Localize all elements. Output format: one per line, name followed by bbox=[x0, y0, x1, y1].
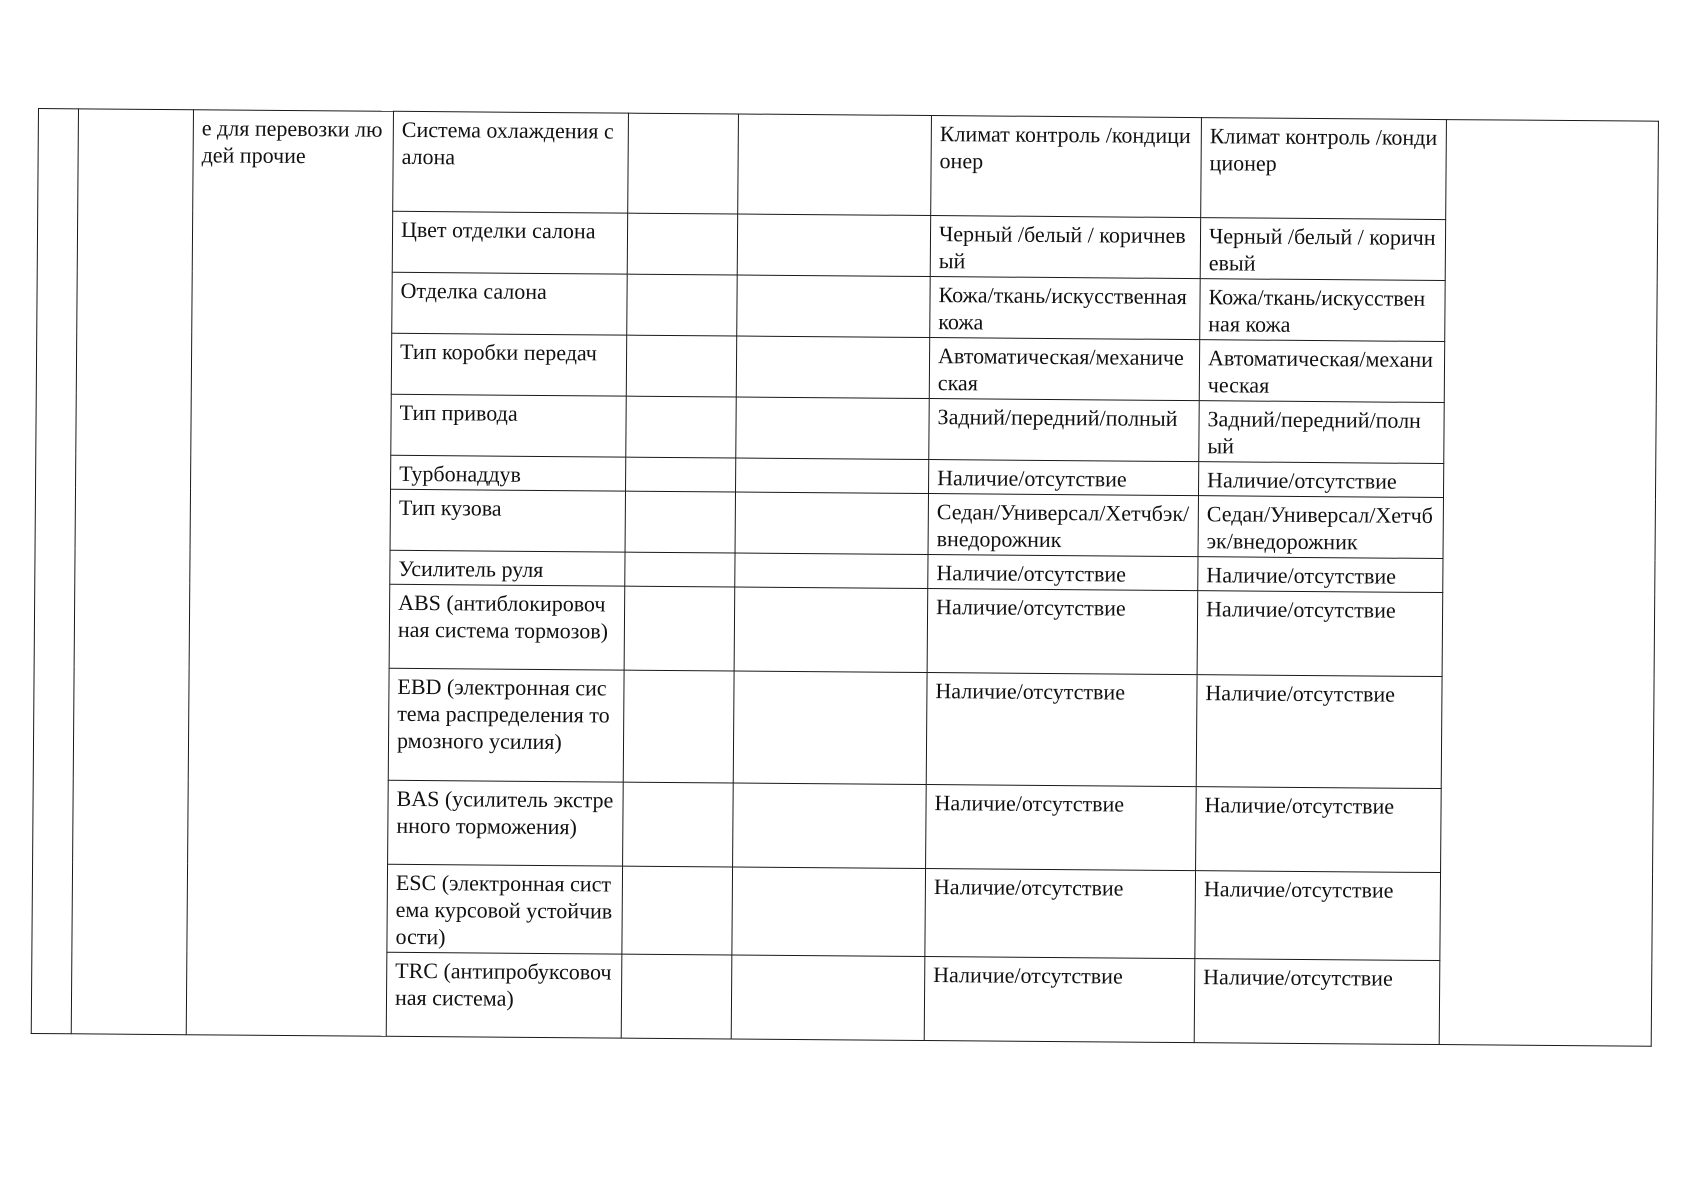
empty-cell bbox=[735, 553, 928, 589]
param-cell: Турбонаддув bbox=[391, 455, 626, 491]
value-a-cell: Автоматическая/механическая bbox=[929, 338, 1199, 401]
value-b-cell: Наличие/отсутствие bbox=[1198, 462, 1443, 498]
table-sheet bbox=[31, 108, 1658, 1047]
value-b-cell: Наличие/отсутствие bbox=[1195, 871, 1441, 961]
value-b-cell: Задний/передний/полный bbox=[1199, 401, 1444, 464]
value-b-cell: Наличие/отсутствие bbox=[1198, 557, 1443, 593]
value-a-cell: Наличие/отсутствие bbox=[928, 460, 1198, 496]
empty-cell bbox=[735, 492, 928, 555]
param-cell: BAS (усилитель экстренного торможения) bbox=[388, 780, 624, 866]
param-cell: ESC (электронная система курсовой устойчивости) bbox=[387, 864, 623, 954]
value-b-cell: Кожа/ткань/искусственная кожа bbox=[1200, 279, 1445, 342]
empty-cell bbox=[622, 866, 733, 955]
empty-cell bbox=[628, 113, 739, 214]
empty-cell bbox=[627, 213, 737, 275]
value-a-cell: Наличие/отсутствие bbox=[925, 868, 1196, 958]
param-cell: EBD (электронная система распределения тормозного усилия) bbox=[388, 668, 624, 782]
value-b-cell: Наличие/отсутствие bbox=[1196, 787, 1442, 873]
param-cell: Отделка салона bbox=[392, 272, 627, 335]
param-cell: Тип коробки передач bbox=[391, 333, 626, 396]
param-cell: Усилитель руля bbox=[390, 550, 625, 586]
empty-cell bbox=[621, 954, 732, 1039]
value-b-cell: Наличие/отсутствие bbox=[1196, 675, 1442, 789]
value-b-cell: Климат контроль /кондиционер bbox=[1201, 118, 1447, 220]
param-cell: ABS (антиблокировочная система тормозов) bbox=[389, 584, 625, 670]
empty-cell bbox=[623, 670, 734, 783]
value-b-cell: Седан/Универсал/Хетчбэк/внедорожник bbox=[1198, 496, 1443, 559]
value-b-cell: Автоматическая/механическая bbox=[1199, 340, 1444, 403]
empty-cell bbox=[626, 457, 736, 492]
value-b-cell: Черный /белый / коричневый bbox=[1200, 218, 1445, 281]
col-code-cell bbox=[71, 109, 193, 1035]
empty-cell bbox=[625, 491, 735, 553]
param-cell: Тип привода bbox=[391, 394, 626, 457]
param-cell: Система охлаждения салона bbox=[393, 111, 629, 213]
empty-cell bbox=[736, 458, 929, 494]
empty-cell bbox=[731, 955, 925, 1041]
empty-cell bbox=[737, 275, 930, 338]
value-a-cell: Кожа/ткань/искусственная кожа bbox=[930, 277, 1200, 340]
param-cell: TRC (антипробуксовочная система) bbox=[386, 952, 622, 1038]
empty-cell bbox=[626, 396, 736, 458]
empty-cell bbox=[627, 274, 737, 336]
value-a-cell: Наличие/отсутствие bbox=[926, 673, 1197, 787]
value-a-cell: Седан/Универсал/Хетчбэк/внедорожник bbox=[928, 494, 1198, 557]
value-b-cell: Наличие/отсутствие bbox=[1197, 591, 1443, 677]
empty-cell bbox=[734, 587, 928, 673]
value-a-cell: Наличие/отсутствие bbox=[927, 589, 1198, 675]
table-row bbox=[38, 109, 1659, 222]
empty-cell bbox=[732, 867, 926, 957]
value-a-cell: Наличие/отсутствие bbox=[928, 555, 1198, 591]
empty-cell bbox=[623, 782, 734, 867]
spec-table bbox=[31, 108, 1659, 1047]
value-b-cell: Наличие/отсутствие bbox=[1194, 959, 1440, 1045]
empty-cell bbox=[624, 586, 735, 671]
value-a-cell: Наличие/отсутствие bbox=[924, 956, 1195, 1042]
param-cell: Цвет отделки салона bbox=[392, 211, 627, 274]
empty-cell bbox=[733, 671, 927, 785]
value-a-cell: Наличие/отсутствие bbox=[926, 784, 1197, 870]
empty-cell bbox=[626, 335, 736, 397]
category-cell: е для перевозки людей прочие bbox=[186, 110, 393, 1037]
value-a-cell: Климат контроль /кондиционер bbox=[931, 116, 1202, 218]
empty-cell bbox=[738, 114, 932, 216]
empty-cell bbox=[737, 214, 930, 277]
value-a-cell: Задний/передний/полный bbox=[929, 399, 1199, 462]
empty-cell bbox=[625, 552, 735, 587]
param-cell: Тип кузова bbox=[390, 489, 625, 552]
value-a-cell: Черный /белый / коричневый bbox=[930, 216, 1200, 279]
empty-cell bbox=[736, 336, 929, 399]
empty-cell bbox=[736, 397, 929, 460]
right-empty-cell bbox=[1439, 120, 1658, 1047]
empty-cell bbox=[733, 783, 927, 869]
